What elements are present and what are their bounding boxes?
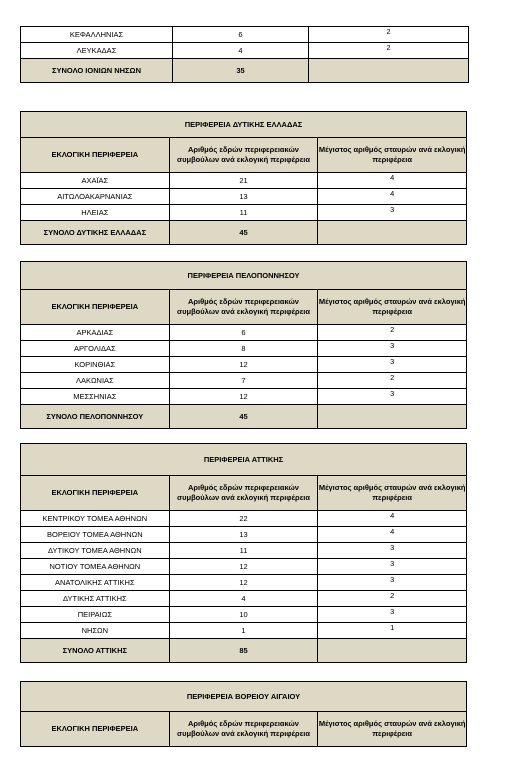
table-header-row (21, 476, 467, 511)
seats-value: 6 (173, 27, 309, 43)
table-row (21, 27, 469, 43)
seats-value: 12 (169, 389, 318, 405)
region-name: ΑΧΑΪΑΣ (21, 173, 170, 189)
table-header-row (21, 712, 467, 747)
crosses-value: 3 (318, 357, 467, 373)
peloponnese-table (20, 261, 467, 429)
seats-value: 22 (169, 511, 318, 527)
seats-value: 1 (169, 623, 318, 639)
total-label: ΣΥΝΟΛΟ ΑΤΤΙΚΗΣ (21, 639, 170, 663)
table-title: ΠΕΡΙΦΕΡΕΙΑ ΑΤΤΙΚΗΣ (21, 444, 467, 476)
column-header-crosses: Μέγιστος αριθμός σταυρών ανά εκλογική περιφέρεια (318, 290, 467, 325)
seats-value: 12 (169, 559, 318, 575)
seats-value: 13 (169, 189, 318, 205)
seats-value: 13 (169, 527, 318, 543)
total-empty (318, 221, 467, 245)
region-name: ΛΑΚΩΝΙΑΣ (21, 373, 170, 389)
total-value: 85 (169, 639, 318, 663)
western-greece-table (20, 111, 467, 245)
region-name: ΒΟΡΕΙΟΥ ΤΟΜΕΑ ΑΘΗΝΩΝ (21, 527, 170, 543)
table-title: ΠΕΡΙΦΕΡΕΙΑ ΔΥΤΙΚΗΣ ΕΛΛΑΔΑΣ (21, 112, 467, 138)
total-row (21, 639, 467, 663)
table-row (21, 189, 467, 205)
column-header-seats: Αριθμός εδρών περιφερειακών συμβούλων ανά εκλογική περιφέρεια (169, 290, 318, 325)
seats-value: 21 (169, 173, 318, 189)
column-header-region: ΕΚΛΟΓΙΚΗ ΠΕΡΙΦΕΡΕΙΑ (21, 476, 170, 511)
seats-value: 12 (169, 357, 318, 373)
total-label: ΣΥΝΟΛΟ ΙΟΝΙΩΝ ΝΗΣΩΝ (21, 59, 173, 83)
crosses-value: 3 (318, 575, 467, 591)
crosses-value: 4 (318, 173, 467, 189)
north-aegean-table (20, 681, 467, 747)
region-name: ΑΡΓΟΛΙΔΑΣ (21, 341, 170, 357)
table-title-row (21, 682, 467, 712)
total-row (21, 221, 467, 245)
column-header-crosses: Μέγιστος αριθμός σταυρών ανά εκλογική περιφέρεια (318, 712, 467, 747)
region-name: ΝΟΤΙΟΥ ΤΟΜΕΑ ΑΘΗΝΩΝ (21, 559, 170, 575)
total-empty (309, 59, 469, 83)
table-row (21, 357, 467, 373)
attica-table (20, 443, 467, 663)
column-header-seats: Αριθμός εδρών περιφερειακών συμβούλων ανά εκλογική περιφέρεια (169, 476, 318, 511)
crosses-value: 3 (318, 205, 467, 221)
crosses-value: 2 (309, 27, 469, 43)
column-header-seats: Αριθμός εδρών περιφερειακών συμβούλων ανά εκλογική περιφέρεια (169, 712, 318, 747)
seats-value: 4 (173, 43, 309, 59)
table-header-row (21, 290, 467, 325)
region-name: ΗΛΕΙΑΣ (21, 205, 170, 221)
table-title-row (21, 444, 467, 476)
table-row (21, 607, 467, 623)
table-row (21, 623, 467, 639)
table-row (21, 543, 467, 559)
total-empty (318, 405, 467, 429)
crosses-value: 3 (318, 341, 467, 357)
table-row (21, 173, 467, 189)
table-header-row (21, 138, 467, 173)
table-row (21, 341, 467, 357)
table-title: ΠΕΡΙΦΕΡΕΙΑ ΠΕΛΟΠΟΝΝΗΣΟΥ (21, 262, 467, 290)
total-label: ΣΥΝΟΛΟ ΔΥΤΙΚΗΣ ΕΛΛΑΔΑΣ (21, 221, 170, 245)
seats-value: 11 (169, 543, 318, 559)
region-name: ΑΝΑΤΟΛΙΚΗΣ ΑΤΤΙΚΗΣ (21, 575, 170, 591)
total-value: 35 (173, 59, 309, 83)
table-row (21, 373, 467, 389)
crosses-value: 2 (309, 43, 469, 59)
column-header-region: ΕΚΛΟΓΙΚΗ ΠΕΡΙΦΕΡΕΙΑ (21, 290, 170, 325)
crosses-value: 4 (318, 511, 467, 527)
ionian-islands-table (20, 26, 469, 83)
seats-value: 10 (169, 607, 318, 623)
crosses-value: 2 (318, 325, 467, 341)
crosses-value: 3 (318, 607, 467, 623)
region-name: ΔΥΤΙΚΟΥ ΤΟΜΕΑ ΑΘΗΝΩΝ (21, 543, 170, 559)
total-value: 45 (169, 221, 318, 245)
seats-value: 6 (169, 325, 318, 341)
crosses-value: 2 (318, 591, 467, 607)
table-row (21, 559, 467, 575)
column-header-seats: Αριθμός εδρών περιφερειακών συμβούλων ανά εκλογική περιφέρεια (169, 138, 318, 173)
table-title-row (21, 112, 467, 138)
seats-value: 7 (169, 373, 318, 389)
region-name: ΑΡΚΑΔΙΑΣ (21, 325, 170, 341)
region-name: ΚΟΡΙΝΘΙΑΣ (21, 357, 170, 373)
table-row (21, 43, 469, 59)
table-title-row (21, 262, 467, 290)
crosses-value: 1 (318, 623, 467, 639)
total-value: 45 (169, 405, 318, 429)
total-empty (318, 639, 467, 663)
crosses-value: 3 (318, 389, 467, 405)
crosses-value: 4 (318, 527, 467, 543)
seats-value: 4 (169, 591, 318, 607)
table-row (21, 205, 467, 221)
region-name: ΑΙΤΩΛΟΑΚΑΡΝΑΝΙΑΣ (21, 189, 170, 205)
region-name: ΜΕΣΣΗΝΙΑΣ (21, 389, 170, 405)
column-header-region: ΕΚΛΟΓΙΚΗ ΠΕΡΙΦΕΡΕΙΑ (21, 138, 170, 173)
region-name: ΔΥΤΙΚΗΣ ΑΤΤΙΚΗΣ (21, 591, 170, 607)
column-header-crosses: Μέγιστος αριθμός σταυρών ανά εκλογική περιφέρεια (318, 138, 467, 173)
table-row (21, 527, 467, 543)
region-name: ΚΕΝΤΡΙΚΟΥ ΤΟΜΕΑ ΑΘΗΝΩΝ (21, 511, 170, 527)
seats-value: 12 (169, 575, 318, 591)
region-name: ΚΕΦΑΛΛΗΝΙΑΣ (21, 27, 173, 43)
total-label: ΣΥΝΟΛΟ ΠΕΛΟΠΟΝΝΗΣΟΥ (21, 405, 170, 429)
crosses-value: 3 (318, 559, 467, 575)
crosses-value: 2 (318, 373, 467, 389)
crosses-value: 3 (318, 543, 467, 559)
table-row (21, 575, 467, 591)
region-name: ΠΕΙΡΑΙΩΣ (21, 607, 170, 623)
region-name: ΝΗΣΩΝ (21, 623, 170, 639)
table-row (21, 511, 467, 527)
column-header-crosses: Μέγιστος αριθμός σταυρών ανά εκλογική περιφέρεια (318, 476, 467, 511)
table-row (21, 325, 467, 341)
seats-value: 8 (169, 341, 318, 357)
column-header-region: ΕΚΛΟΓΙΚΗ ΠΕΡΙΦΕΡΕΙΑ (21, 712, 170, 747)
total-row (21, 405, 467, 429)
table-title: ΠΕΡΙΦΕΡΕΙΑ ΒΟΡΕΙΟΥ ΑΙΓΑΙΟΥ (21, 682, 467, 712)
region-name: ΛΕΥΚΑΔΑΣ (21, 43, 173, 59)
table-row (21, 591, 467, 607)
table-row (21, 389, 467, 405)
seats-value: 11 (169, 205, 318, 221)
crosses-value: 4 (318, 189, 467, 205)
total-row (21, 59, 469, 83)
